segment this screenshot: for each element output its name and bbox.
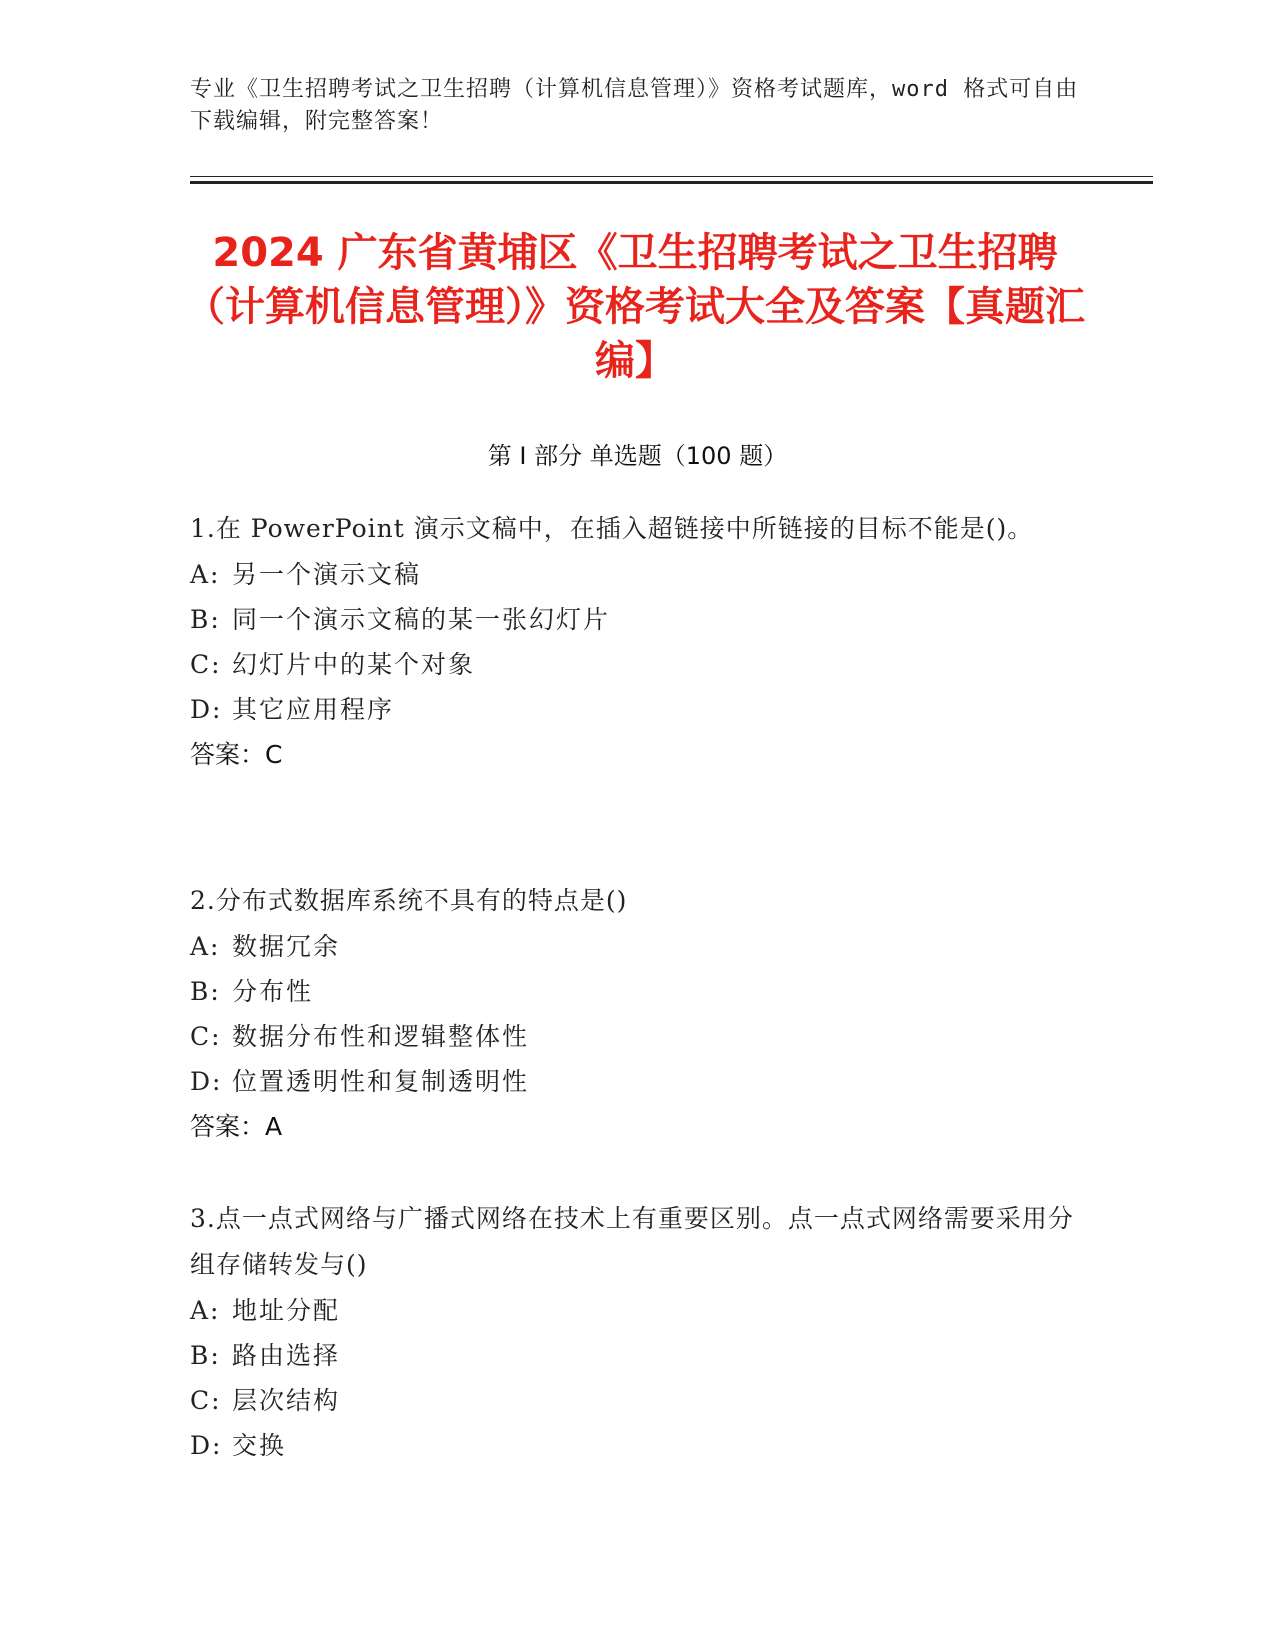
option-b: [190, 1333, 1080, 1378]
option-key: A:: [190, 932, 221, 961]
option-d: [190, 687, 1080, 732]
option-c: [190, 1378, 1080, 1423]
option-d: [190, 1423, 1080, 1468]
option-a: [190, 1288, 1080, 1333]
option-text: 其它应用程序: [232, 695, 395, 724]
option-a: [190, 552, 1080, 597]
header-note: 专业《卫生招聘考试之卫生招聘（计算机信息管理）》资格考试题库，word 格式可自由下载编辑，附完整答案！: [190, 77, 1079, 134]
option-key: C:: [190, 1022, 222, 1051]
answer-label: 答案：A: [190, 1112, 283, 1141]
section-heading: 第 I 部分 单选题（100 题）: [487, 442, 788, 470]
option-text: 同一个演示文稿的某一张幻灯片: [232, 605, 611, 634]
question-stem: 1.在 PowerPoint 演示文稿中，在插入超链接中所链接的目标不能是()。: [190, 514, 1034, 543]
question-3: [190, 1196, 1080, 1468]
option-c: [190, 1014, 1080, 1059]
option-key: C:: [190, 1386, 222, 1415]
option-b: [190, 969, 1080, 1014]
option-b: [190, 597, 1080, 642]
option-key: D:: [190, 695, 223, 724]
option-text: 地址分配: [232, 1296, 341, 1325]
option-text: 层次结构: [232, 1386, 341, 1415]
option-text: 交换: [232, 1431, 287, 1460]
option-key: B:: [190, 977, 221, 1006]
option-key: A:: [190, 560, 221, 589]
header-rule-thin: [190, 176, 1153, 177]
option-text: 数据冗余: [232, 932, 341, 961]
option-key: D:: [190, 1067, 223, 1096]
option-key: B:: [190, 605, 221, 634]
option-d: [190, 1059, 1080, 1104]
option-key: B:: [190, 1341, 221, 1370]
header-rule-thick: [190, 181, 1153, 184]
question-stem: 3.点一点式网络与广播式网络在技术上有重要区别。点一点式网络需要采用分组存储转发与(): [190, 1204, 1074, 1279]
option-c: [190, 642, 1080, 687]
option-key: A:: [190, 1296, 221, 1325]
option-text: 另一个演示文稿: [232, 560, 422, 589]
question-2: [190, 878, 1080, 1150]
option-text: 幻灯片中的某个对象: [232, 650, 476, 679]
question-1: [190, 506, 1080, 778]
option-a: [190, 924, 1080, 969]
question-stem: 2.分布式数据库系统不具有的特点是(): [190, 886, 628, 915]
option-text: 位置透明性和复制透明性: [232, 1067, 530, 1096]
answer-label: 答案：C: [190, 740, 283, 769]
option-text: 数据分布性和逻辑整体性: [232, 1022, 530, 1051]
document-title: 2024 广东省黄埔区《卫生招聘考试之卫生招聘（计算机信息管理）》资格考试大全及答案【真题汇编】: [185, 230, 1085, 384]
option-text: 分布性: [232, 977, 314, 1006]
option-key: D:: [190, 1431, 223, 1460]
option-text: 路由选择: [232, 1341, 341, 1370]
option-key: C:: [190, 650, 222, 679]
